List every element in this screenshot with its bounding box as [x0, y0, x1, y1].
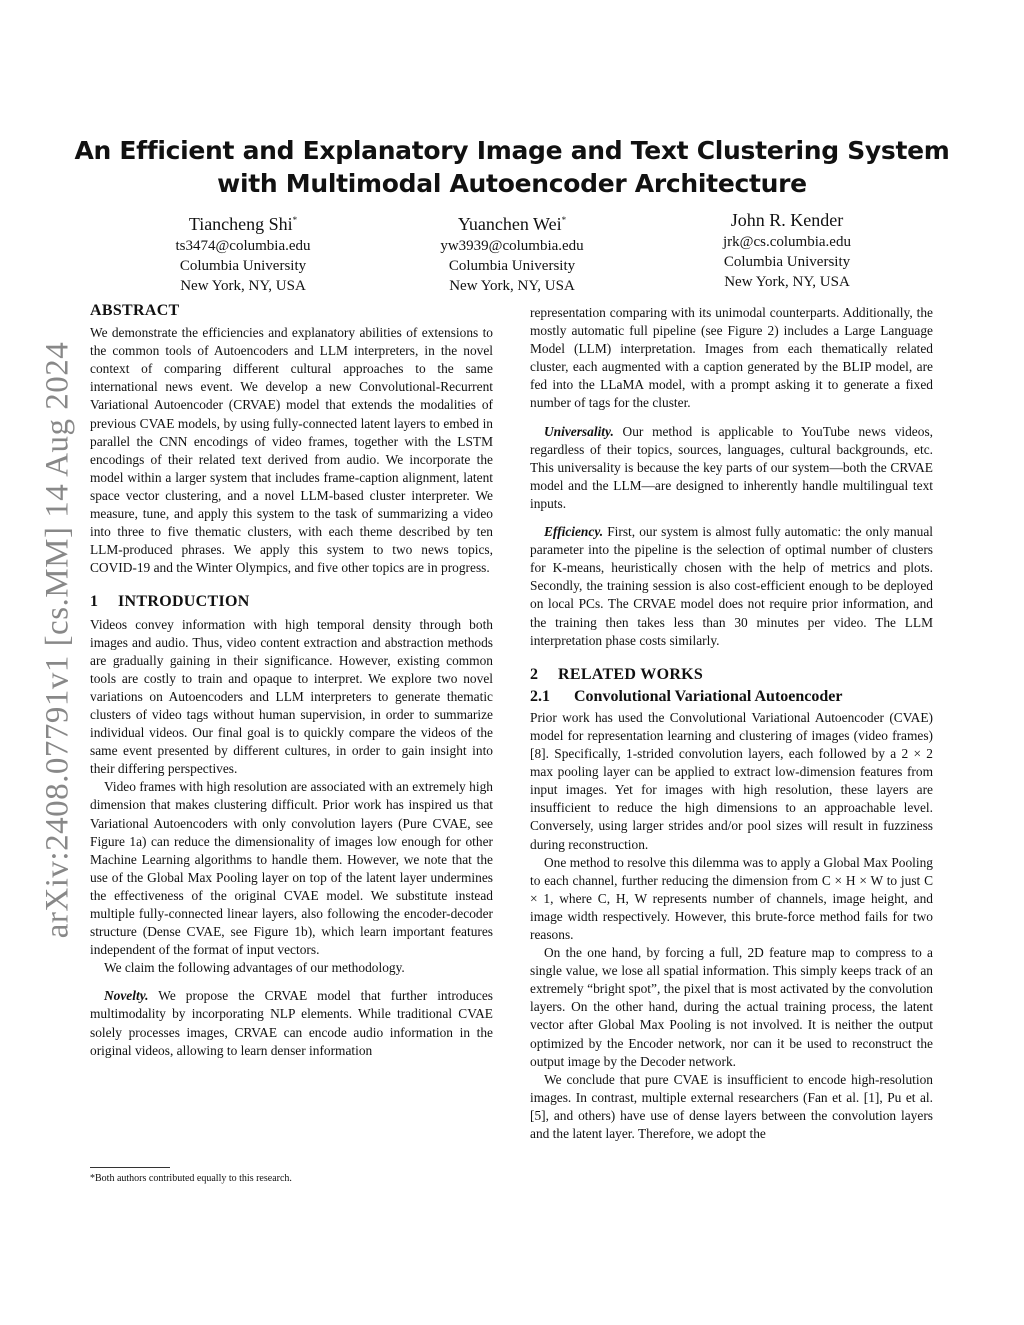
footnote-rule	[90, 1167, 170, 1168]
author-block	[647, 208, 927, 292]
paragraph: One method to resolve this dilemma was to apply a Global Max Pooling to each channel, further reducing the dimension from C × H × W to just C × 1, where C, H, W represents number of channels, image height, and image width respectively. However, this brute-force method fails for two reasons.	[530, 854, 933, 942]
author-affiliation: Columbia University	[448, 258, 576, 274]
paragraph: Prior work has used the Convolutional Variational Autoencoder (CVAE) model for representation learning and clustering of images (video frames) [8]. Specifically, 1-strided convolution layers, each followed by a 2 × 2 max pooling layer can be applied to extract low-dimension features from input images. Yet for images with high resolution, these layers are insufficient to reduce the high dimensions to an approachable level. Conversely, using larger strides and/or pool sizes will result in fuzziness during reconstruction.	[530, 709, 933, 852]
subsection-heading: 2.1 Convolutional Variational Autoencoder	[530, 687, 843, 705]
paper-title	[0, 134, 1024, 200]
paragraph: We claim the following advantages of our methodology.	[104, 960, 405, 976]
paragraph: We conclude that pure CVAE is insufficient to encode high-resolution images. In contrast, multiple external researchers (Fan et al. [1], Pu et al. [5], and others) have use of dense layers between the convolution layers and the latent layer. Therefore, we adopt the	[530, 1071, 933, 1142]
paragraph-novelty: Novelty. We propose the CRVAE model that further introduces multimodality by incorporating NLP elements. While traditional CVAE solely processes images, CRVAE can encode audio information in the original videos, allowing to learn denser information	[90, 988, 493, 1058]
run-in-heading: Efficiency.	[544, 524, 604, 540]
author-name: Tiancheng Shi	[188, 214, 293, 234]
left-column	[90, 302, 493, 1060]
section-heading: 1 INTRODUCTION	[90, 593, 250, 611]
arxiv-watermark: arXiv:2408.07791v1 [cs.MM] 14 Aug 2024	[39, 341, 76, 939]
abstract-text: We demonstrate the efficiencies and explanatory abilities of extensions to the common tools of Autoencoders and LLM interpreters, in the novel context of comparing different cultural approaches to the same international news event. We develop a new Convolutional-Recurrent Variational Autoencoder (CRVAE) model that extends the modalities of previous CVAE models, by using fully-connected latent layers to embed in parallel the CNN encodings of video frames, together with the LSTM encodings of their related text derived from audio. We incorporate the model within a larger system that includes frame-caption alignment, latent space vector clustering, and a novel LLM-based cluster interpreter. We measure, tune, and apply this system to the task of summarizing a video into three to five thematic clusters, with each theme described by ten LLM-produced phrases. We apply this system to two news topics, COVID-19 and the Winter Olympics, and five other topics are in progress.	[90, 325, 493, 576]
author-affiliation: Columbia University	[179, 258, 307, 274]
author-email: yw3939@columbia.edu	[440, 238, 584, 254]
run-in-heading: Novelty.	[104, 988, 149, 1004]
paragraph-universality: Universality. Our method is applicable to YouTube news videos, regardless of their topics, sources, languages, cultural backgrounds, etc. This universality is because the key parts of our system—both the CRVAE model and the LLM—are designed to inherently handle multilingual text inputs.	[530, 423, 933, 511]
author-block	[103, 208, 383, 296]
author-location: New York, NY, USA	[180, 278, 306, 294]
right-column	[530, 304, 933, 1143]
author-location: New York, NY, USA	[724, 274, 850, 290]
title-line: An Efficient and Explanatory Image and Text Clustering System	[74, 136, 950, 165]
abstract-heading: ABSTRACT	[90, 302, 180, 319]
section-heading: 2 RELATED WORKS	[530, 665, 704, 683]
title-line: with Multimodal Autoencoder Architecture	[217, 169, 807, 198]
author-email: jrk@cs.columbia.edu	[723, 234, 851, 250]
footnote: *Both authors contributed equally to this research.	[90, 1173, 292, 1184]
author-name: John R. Kender	[730, 210, 844, 230]
footnote-mark: *	[561, 215, 567, 225]
paragraph: representation comparing with its unimodal counterparts. Additionally, the mostly automatic full pipeline (see Figure 2) includes a Large Language Model (LLM) interpretation. Images from each thematically related cluster, each augmented with a caption generated by the BLIP model, are fed into the LLaMA model, with a prompt asking it to generate a fixed number of tags for the cluster.	[530, 305, 933, 411]
author-name: Yuanchen Wei	[457, 214, 562, 234]
run-in-heading: Universality.	[544, 423, 614, 439]
paragraph: On the one hand, by forcing a full, 2D feature map to compress to a single value, we lose all spatial information. This simply keeps track of an extremely “bright spot”, the pixel that is most activated by the convolution layers. On the other hand, during the actual training process, the latent vector after Global Max Pooling is not involved. It is neither the output optimized by the Encoder network, nor can it be used to reconstruct the output image by the Decoder network.	[530, 945, 933, 1069]
author-email: ts3474@columbia.edu	[175, 238, 311, 254]
footnote-mark: *	[292, 215, 298, 225]
paragraph: Video frames with high resolution are associated with an extremely high dimension that makes clustering difficult. Prior work has inspired us that Variational Autoencoders with only convolution layers (Pure CVAE, see Figure 1a) can reduce the dimensionality of images low enough for other Machine Learning algorithms to handle them. However, we note that the use of the Global Max Pooling layer on top of the latent layer undermines the effectiveness of the original CVAE model. We substitute instead multiple fully-connected linear layers, also following the encoder-decoder structure (Dense CVAE, see Figure 1b), which learn important features independent of the format of input vectors.	[90, 779, 493, 958]
author-affiliation: Columbia University	[723, 254, 851, 270]
paragraph: Videos convey information with high temporal density through both images and audio. Thus, video content extraction and abstraction methods are gradually gaining in their significance. However, existing common tools are costly to train and opaque to interpret. We explore two novel variations on Autoencoders and LLM interpreters to generate thematic clusters of video tags without human supervision, in order to summarize individual videos. Our final goal is to quickly compare the videos of the same event presented by different cultures, in order to gain insight into their differing perspectives.	[90, 616, 493, 777]
author-block	[372, 208, 652, 296]
paragraph-efficiency: Efficiency. First, our system is almost fully automatic: the only manual parameter into the pipeline is the selection of optimal number of clusters for K-means, heuristically chosen with the help of metrics and plots. Secondly, the training session is also cost-efficient enough to be deployed on local PCs. The CRVAE model does not require prior information, and the training then takes less than 30 minutes per video. The LLM interpretation phase costs similarly.	[530, 524, 933, 648]
author-location: New York, NY, USA	[449, 278, 575, 294]
